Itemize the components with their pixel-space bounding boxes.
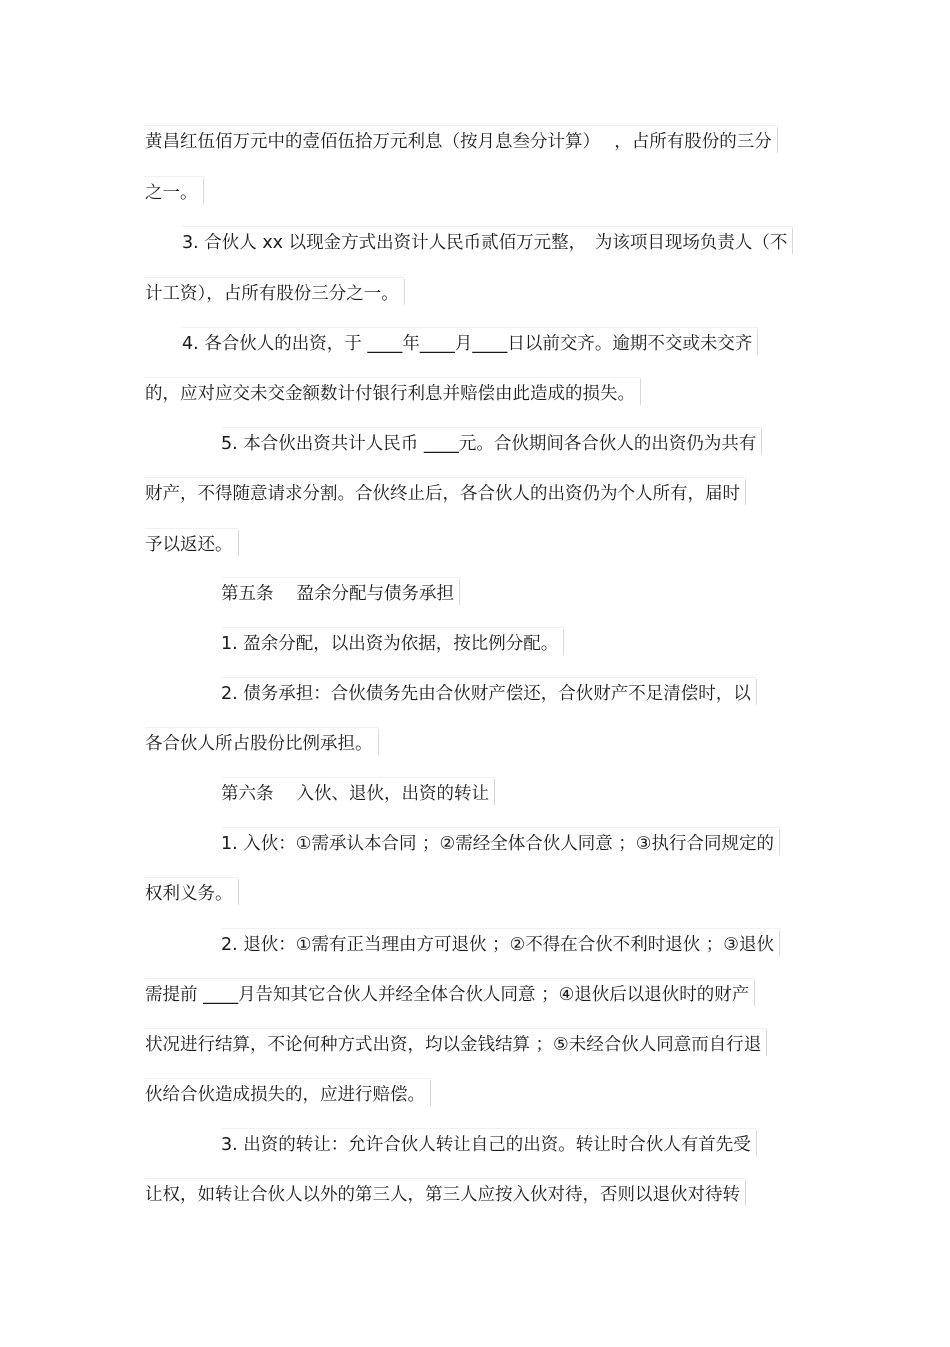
- text-line: 的，应对应交未交金额数计付银行利息并赔偿由此造成的损失。: [145, 383, 641, 405]
- text-line: 2. 退伙：①需有正当理由方可退伙 ；②不得在合伙不利时退伙 ；③退伙: [221, 934, 780, 956]
- text-line: 1. 入伙：①需承认本合同 ；②需经全体合伙人同意 ；③执行合同规定的: [221, 833, 780, 855]
- text-line: 1. 盈余分配，以出资为依据，按比例分配。: [221, 633, 564, 655]
- text-line: 计工资），占所有股份三分之一。: [145, 283, 405, 305]
- text-line: 之一。: [145, 182, 204, 204]
- text-line: 财产，不得随意请求分割。合伙终止后，各合伙人的出资仍为个人所有，届时: [145, 483, 746, 505]
- text-line: 予以返还。: [145, 534, 239, 556]
- text-line: 4. 各合伙人的出资，于 ____年____月____日以前交齐。逾期不交或未交齐: [182, 333, 758, 355]
- text-line: 黄昌红伍佰万元中的壹佰伍拾万元利息（按月息叁分计算） ，占所有股份的三分: [145, 131, 778, 153]
- text-line: 权利义务。: [145, 883, 239, 905]
- section-heading: 第五条 盈余分配与债务承担: [221, 583, 460, 605]
- text-line: 各合伙人所占股份比例承担。: [145, 733, 379, 755]
- text-line: 让权，如转让合伙人以外的第三人，第三人应按入伙对待，否则以退伙对待转: [145, 1184, 746, 1206]
- text-line: 2. 债务承担：合伙债务先由合伙财产偿还，合伙财产不足清偿时，以: [221, 683, 757, 705]
- text-line: 需提前 ____月告知其它合伙人并经全体合伙人同意 ；④退伙后以退伙时的财产: [145, 984, 755, 1006]
- text-line: 3. 合伙人 xx 以现金方式出资计人民币贰佰万元整， 为该项目现场负责人（不: [182, 232, 793, 254]
- text-line: 3. 出资的转让：允许合伙人转让自己的出资。转让时合伙人有首先受: [221, 1134, 757, 1156]
- section-heading: 第六条 入伙、退伙，出资的转让: [221, 783, 495, 805]
- text-line: 伙给合伙造成损失的，应进行赔偿。: [145, 1084, 431, 1106]
- text-line: 5. 本合伙出资共计人民币 ____元。合伙期间各合伙人的出资仍为共有: [221, 433, 762, 455]
- text-line: 状况进行结算，不论何种方式出资，均以金钱结算 ；⑤未经合伙人同意而自行退: [145, 1034, 767, 1056]
